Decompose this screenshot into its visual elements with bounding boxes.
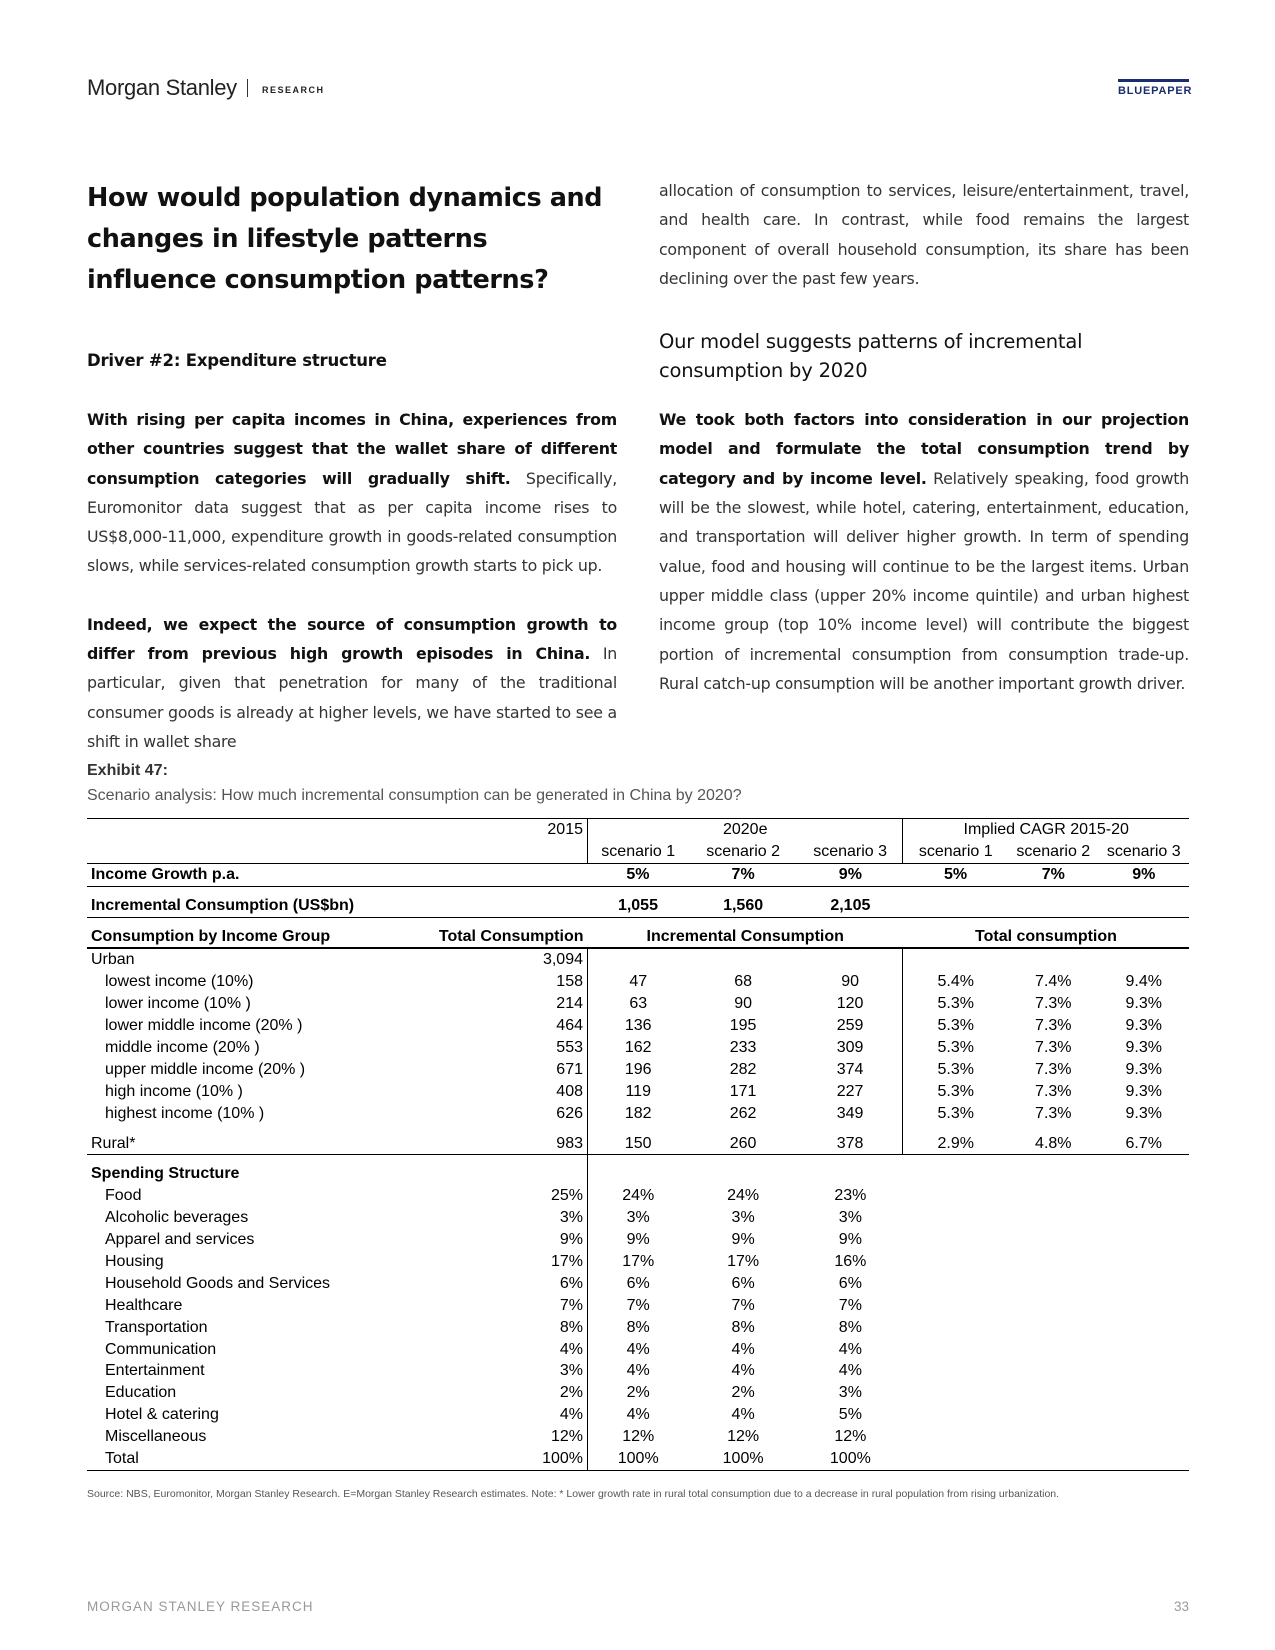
empty-cell (1008, 1251, 1098, 1273)
section-header-row (87, 926, 1189, 949)
urban-row (87, 948, 1189, 971)
row-value: 9.3% (1125, 1017, 1162, 1035)
row-value: 5.3% (903, 1103, 1008, 1125)
empty-cell (1099, 1185, 1190, 1207)
page-heading: How would population dynamics and changes in lifestyle patterns influence consumption patterns? (87, 183, 603, 295)
row-value: 120 (836, 995, 864, 1013)
empty-cell (1099, 1426, 1190, 1448)
incremental-value: 1,560 (688, 895, 797, 917)
empty-cell (798, 1163, 903, 1185)
spending-row (87, 1404, 1189, 1426)
empty-cell (1008, 1273, 1098, 1295)
row-value: 7.3% (1035, 1104, 1072, 1122)
spending-value: 4% (838, 1362, 862, 1380)
spending-value: 6% (588, 1273, 689, 1295)
row-value: 9.4% (1125, 973, 1162, 991)
row-value: 9.3% (1125, 995, 1162, 1013)
empty-cell (1008, 1339, 1098, 1361)
spending-value: 9% (588, 1229, 689, 1251)
page-number: 33 (1173, 1599, 1189, 1614)
spending-label: Housing (105, 1252, 164, 1270)
income-growth-value: 5% (588, 863, 689, 886)
spending-label: Education (105, 1384, 177, 1402)
incremental-value: 1,055 (588, 895, 689, 917)
row-value: 5.4% (903, 971, 1008, 993)
incremental-consumption-row (87, 895, 1189, 917)
urban-income-row (87, 993, 1189, 1015)
paragraph-2-lead: Indeed, we expect the source of consumption growth to differ from previous high growth episodes in China. (87, 614, 617, 664)
spending-value: 12% (550, 1428, 583, 1446)
row-value: 349 (836, 1104, 864, 1122)
rural-value: 378 (798, 1133, 903, 1155)
empty-cell (688, 1163, 797, 1185)
spending-row (87, 1185, 1189, 1207)
empty-cell (1008, 1295, 1098, 1317)
spending-value: 100% (421, 1448, 587, 1470)
spending-value: 17% (550, 1252, 583, 1270)
empty-cell (903, 1360, 1008, 1382)
urban-income-row (87, 1059, 1189, 1081)
row-label: highest income (10% ) (105, 1104, 265, 1122)
header-cagr: Implied CAGR 2015-20 (903, 819, 1189, 841)
spending-label: Food (105, 1187, 142, 1205)
spending-value: 100% (798, 1448, 903, 1470)
scenario-header: scenario 3 (798, 841, 903, 863)
spending-value: 8% (559, 1318, 583, 1336)
urban-income-row (87, 1081, 1189, 1103)
paragraph-3 (659, 405, 1189, 698)
income-growth-value: 7% (688, 863, 797, 886)
row-value: 195 (729, 1017, 757, 1035)
spending-value: 5% (838, 1406, 862, 1424)
scenario-table (87, 818, 1189, 1471)
spending-value: 3% (838, 1209, 862, 1227)
spending-label: Hotel & catering (105, 1406, 219, 1424)
footer-brand: MORGAN STANLEY RESEARCH (87, 1599, 314, 1614)
spending-value: 8% (731, 1318, 755, 1336)
spending-value: 6% (559, 1274, 583, 1292)
income-growth-row (87, 863, 1189, 886)
row-value: 5.3% (903, 1059, 1008, 1081)
paragraph-continued: allocation of consumption to services, leisure/entertainment, travel, and health care. In contrast, while food remains the largest component of overall household consumption, its share has been declining over the past few years. (659, 181, 1189, 288)
spending-value: 4% (588, 1404, 689, 1426)
row-value: 158 (556, 973, 583, 991)
spending-value: 9% (731, 1231, 755, 1249)
empty-cell (1099, 1382, 1190, 1404)
paragraph-1 (87, 405, 617, 581)
row-value: 233 (729, 1038, 757, 1056)
row-value: 374 (836, 1060, 864, 1078)
row-label: middle income (20% ) (105, 1038, 260, 1056)
income-growth-value: 5% (903, 863, 1008, 886)
row-value: 309 (836, 1038, 864, 1056)
empty-cell (1099, 1207, 1190, 1229)
empty-cell (1099, 1251, 1190, 1273)
spending-value: 16% (834, 1252, 867, 1270)
income-growth-value: 9% (798, 863, 903, 886)
spending-value: 2% (731, 1384, 755, 1402)
empty-cell (1008, 1317, 1098, 1339)
spending-value: 3% (838, 1384, 862, 1402)
paragraph-2 (87, 610, 617, 756)
spending-label: Healthcare (105, 1296, 183, 1314)
spending-value: 4% (731, 1406, 755, 1424)
spending-value: 12% (727, 1428, 760, 1446)
spending-value: 4% (559, 1406, 583, 1424)
spending-label: Alcoholic beverages (105, 1209, 249, 1227)
by-group-header: Consumption by Income Group (87, 926, 421, 949)
row-value: 182 (588, 1103, 689, 1125)
empty-cell (1008, 1404, 1098, 1426)
scenario-table-body (87, 819, 1189, 1471)
empty-cell (903, 1185, 1008, 1207)
spending-value: 12% (588, 1426, 689, 1448)
spending-label: Miscellaneous (105, 1428, 207, 1446)
incremental-value: 2,105 (798, 895, 903, 917)
row-value: 408 (556, 1082, 583, 1100)
urban-label: Urban (91, 951, 135, 969)
spending-row (87, 1251, 1189, 1273)
row-value: 7.4% (1035, 973, 1072, 991)
left-column (87, 178, 617, 756)
brand-logo: Morgan Stanley (87, 75, 237, 100)
spacer-row (87, 1125, 1189, 1133)
row-value: 5.3% (903, 1015, 1008, 1037)
row-value: 68 (734, 973, 752, 991)
row-label: lower middle income (20% ) (105, 1017, 303, 1035)
spending-value: 2% (559, 1384, 583, 1402)
total-consumption-cagr-header: Total consumption (903, 926, 1189, 949)
spending-value: 4% (588, 1360, 689, 1382)
empty-cell (1099, 1404, 1190, 1426)
empty-cell (903, 1339, 1008, 1361)
spending-value: 4% (731, 1362, 755, 1380)
spending-value: 24% (588, 1185, 689, 1207)
spending-label: Communication (105, 1340, 217, 1358)
row-value: 136 (588, 1015, 689, 1037)
empty-cell (1099, 1273, 1190, 1295)
empty-cell (903, 1382, 1008, 1404)
row-label: upper middle income (20% ) (105, 1060, 306, 1078)
empty-cell (1008, 1382, 1098, 1404)
spending-value: 3% (559, 1209, 583, 1227)
empty-cell (903, 1317, 1008, 1339)
spending-value: 2% (588, 1382, 689, 1404)
right-column (659, 176, 1189, 698)
spending-row (87, 1426, 1189, 1448)
spending-header: Spending Structure (91, 1165, 240, 1183)
spending-row (87, 1295, 1189, 1317)
spending-value: 6% (731, 1274, 755, 1292)
row-value: 9.3% (1125, 1082, 1162, 1100)
empty-cell (1099, 1339, 1190, 1361)
header-2015: 2015 (421, 819, 587, 841)
spending-label: Transportation (105, 1318, 208, 1336)
row-value: 9.3% (1125, 1038, 1162, 1056)
empty-cell (1099, 1360, 1190, 1382)
spending-value: 9% (838, 1231, 862, 1249)
spending-row (87, 1382, 1189, 1404)
row-value: 9.3% (1125, 1104, 1162, 1122)
row-value: 671 (556, 1060, 583, 1078)
empty-cell (903, 1404, 1008, 1426)
spending-label: Entertainment (105, 1362, 205, 1380)
spending-value: 4% (731, 1340, 755, 1358)
incremental-consumption-header: Incremental Consumption (588, 926, 903, 949)
empty-cell (1008, 1426, 1098, 1448)
scenario-header: scenario 2 (688, 841, 797, 863)
row-value: 90 (734, 995, 752, 1013)
spending-row (87, 1317, 1189, 1339)
empty-cell (1008, 1229, 1098, 1251)
source-note: Source: NBS, Euromonitor, Morgan Stanley Research. E=Morgan Stanley Research estimates. Note: * Lower growth rate in rural total consumption due to a decrease in rural population from rising urbanization. (87, 1488, 1060, 1500)
spending-value: 7% (559, 1296, 583, 1314)
row-value: 227 (836, 1082, 864, 1100)
urban-total: 3,094 (542, 951, 583, 969)
row-value: 63 (588, 993, 689, 1015)
rural-value: 6.7% (1099, 1133, 1190, 1155)
empty-cell (903, 1273, 1008, 1295)
total-consumption-header: Total Consumption (421, 926, 587, 949)
row-value: 259 (836, 1017, 864, 1035)
urban-income-row (87, 1103, 1189, 1125)
empty-cell (903, 1163, 1008, 1185)
empty-cell (1008, 1163, 1098, 1185)
row-label: high income (10% ) (105, 1082, 243, 1100)
spending-value: 12% (834, 1428, 867, 1446)
paragraph-2-text: In particular, given that penetration for many of the traditional consumer goods is already at higher levels, we have started to see a shift in wallet share (87, 644, 617, 751)
row-value: 464 (556, 1017, 583, 1035)
rural-row (87, 1133, 1189, 1155)
spending-value: 3% (588, 1207, 689, 1229)
spending-value: 23% (834, 1187, 867, 1205)
scenario-header: scenario 3 (1099, 841, 1190, 863)
row-value: 7.3% (1035, 1017, 1072, 1035)
empty-cell (1099, 1163, 1190, 1185)
spending-value: 7% (588, 1295, 689, 1317)
row-value: 282 (729, 1060, 757, 1078)
row-value: 214 (556, 995, 583, 1013)
row-value: 5.3% (903, 1037, 1008, 1059)
urban-income-row (87, 1015, 1189, 1037)
row-value: 90 (841, 973, 859, 991)
empty-cell (1008, 1448, 1098, 1470)
subheading: Our model suggests patterns of incremental consumption by 2020 (659, 330, 1083, 383)
empty-cell (1099, 1448, 1190, 1470)
row-value: 7.3% (1035, 1082, 1072, 1100)
spacer-row (87, 1155, 1189, 1164)
bluepaper-tag: BLUEPAPER (1118, 79, 1189, 97)
spending-value: 6% (838, 1274, 862, 1292)
spending-value: 17% (588, 1251, 689, 1273)
row-value: 7.3% (1035, 1060, 1072, 1078)
empty-cell (1008, 1185, 1098, 1207)
empty-cell (1099, 1317, 1190, 1339)
row-value: 5.3% (903, 1081, 1008, 1103)
empty-cell (903, 1251, 1008, 1273)
spending-value: 4% (838, 1340, 862, 1358)
income-growth-value: 7% (1008, 863, 1098, 886)
empty-cell (421, 1163, 587, 1185)
rural-value: 260 (688, 1133, 797, 1155)
rural-value: 2.9% (903, 1133, 1008, 1155)
empty-cell (1008, 1360, 1098, 1382)
empty-cell (903, 1207, 1008, 1229)
incremental-label: Incremental Consumption (US$bn) (87, 895, 421, 917)
income-growth-value: 9% (1099, 863, 1190, 886)
income-growth-label: Income Growth p.a. (87, 863, 421, 886)
spending-row (87, 1273, 1189, 1295)
row-label: lowest income (10%) (105, 973, 254, 991)
spending-row (87, 1360, 1189, 1382)
empty-cell (903, 1448, 1008, 1470)
header-2020e: 2020e (588, 819, 903, 841)
row-value: 5.3% (903, 993, 1008, 1015)
paragraph-3-lead: We took both factors into consideration in our projection model and formulate the total consumption trend by category and by income level. (659, 410, 1189, 488)
spending-value: 100% (688, 1448, 797, 1470)
scenario-header: scenario 1 (588, 841, 689, 863)
rural-value: 4.8% (1008, 1133, 1098, 1155)
spending-row (87, 1207, 1189, 1229)
spending-value: 25% (550, 1187, 583, 1205)
spending-row (87, 1448, 1189, 1470)
paragraph-1-text: Specifically, Euromonitor data suggest that as per capita income rises to US$8,000-11,000, expenditure growth in goods-related consumption slows, while services-related consumption growth starts to pick up. (87, 468, 617, 576)
row-value: 119 (588, 1081, 689, 1103)
table-header-row-2 (87, 841, 1189, 863)
empty-cell (903, 1229, 1008, 1251)
row-value: 162 (588, 1037, 689, 1059)
row-value: 196 (588, 1059, 689, 1081)
spending-value: 4% (588, 1339, 689, 1361)
row-label: lower income (10% ) (105, 995, 251, 1013)
row-value: 47 (588, 971, 689, 993)
spending-value: 3% (559, 1362, 583, 1380)
driver-heading: Driver #2: Expenditure structure (87, 351, 387, 370)
spending-label: Total (87, 1448, 421, 1470)
spending-row (87, 1339, 1189, 1361)
rural-value: 150 (588, 1133, 689, 1155)
scenario-header: scenario 2 (1008, 841, 1098, 863)
row-value: 626 (556, 1104, 583, 1122)
spending-label: Household Goods and Services (105, 1274, 331, 1292)
empty-cell (903, 1426, 1008, 1448)
spending-row (87, 1229, 1189, 1251)
spending-value: 9% (559, 1231, 583, 1249)
paragraph-1-lead: With rising per capita incomes in China, experiences from other countries suggest that the wallet share of different consumption categories will gradually shift. (87, 410, 617, 488)
row-value: 262 (729, 1104, 757, 1122)
row-value: 9.3% (1125, 1060, 1162, 1078)
spending-value: 7% (838, 1296, 862, 1314)
empty-cell (588, 1163, 689, 1185)
spending-value: 3% (731, 1209, 755, 1227)
urban-income-row (87, 1037, 1189, 1059)
empty-cell (1099, 1295, 1190, 1317)
urban-income-row (87, 971, 1189, 993)
paragraph-3-text: Relatively speaking, food growth will be the slowest, while hotel, catering, entertainment, education, and transportation will deliver higher growth. In term of spending value, food and housing will continue to be the largest items. Urban upper middle class (upper 20% income quintile) and urban highest income group (top 10% income level) will contribute the biggest portion of incremental consumption from consumption trade-up. Rural catch-up consumption will be another important growth driver. (659, 468, 1189, 693)
spending-label: Apparel and services (105, 1231, 255, 1249)
empty-cell (903, 1295, 1008, 1317)
spending-header-row (87, 1163, 1189, 1185)
row-value: 7.3% (1035, 1038, 1072, 1056)
spending-value: 24% (727, 1187, 760, 1205)
empty-cell (1099, 1229, 1190, 1251)
rural-label: Rural* (87, 1133, 421, 1155)
table-header-row-1 (87, 819, 1189, 841)
spending-value: 8% (588, 1317, 689, 1339)
spending-value: 8% (838, 1318, 862, 1336)
exhibit-title: Scenario analysis: How much incremental consumption can be generated in China by 2020? (87, 787, 742, 804)
scenario-header: scenario 1 (903, 841, 1008, 863)
exhibit-label: Exhibit 47: (87, 762, 168, 779)
row-value: 553 (556, 1038, 583, 1056)
row-value: 7.3% (1035, 995, 1072, 1013)
spending-value: 7% (731, 1296, 755, 1314)
row-value: 171 (729, 1082, 757, 1100)
empty-cell (1008, 1207, 1098, 1229)
spending-value: 100% (588, 1448, 689, 1470)
spending-value: 4% (559, 1340, 583, 1358)
spending-value: 17% (727, 1252, 760, 1270)
section-tag: RESEARCH (262, 85, 325, 95)
header-divider (247, 79, 248, 97)
rural-value: 983 (421, 1133, 587, 1155)
